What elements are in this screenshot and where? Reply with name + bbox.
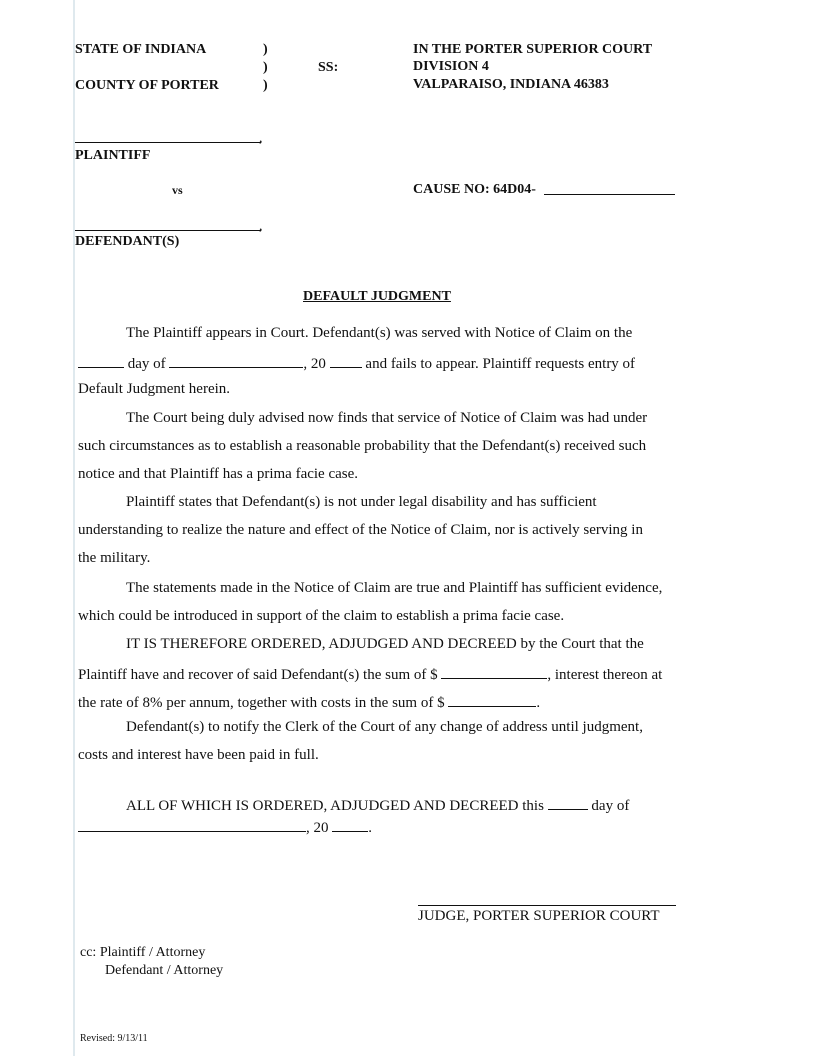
- paren-2: ): [263, 60, 268, 75]
- p3-line-2: understanding to realize the nature and effect of the Notice of Claim, nor is actively serving in: [78, 522, 643, 538]
- costs-amount-blank[interactable]: [448, 692, 536, 707]
- vs-label: vs: [172, 183, 183, 197]
- cc-line-1: cc: Plaintiff / Attorney: [80, 945, 206, 960]
- p7-line-2: [78, 817, 372, 837]
- cc-line-2: Defendant / Attorney: [105, 963, 224, 978]
- order-year-blank[interactable]: [332, 817, 368, 832]
- p4-line-1: The statements made in the Notice of Claim are true and Plaintiff has sufficient evidence,: [126, 580, 663, 596]
- p5-costs-text: the rate of 8% per annum, together with costs in the sum of $: [78, 695, 445, 711]
- paren-3: ): [263, 78, 268, 93]
- p5-line-1: IT IS THEREFORE ORDERED, ADJUDGED AND DECREED by the Court that the: [126, 636, 644, 652]
- day-blank[interactable]: [78, 353, 124, 368]
- court-name: IN THE PORTER SUPERIOR COURT: [413, 42, 653, 57]
- p2-line-3: notice and that Plaintiff has a prima facie case.: [78, 466, 359, 482]
- p6-line-1: Defendant(s) to notify the Clerk of the Court of any change of address until judgment,: [126, 719, 643, 735]
- p1-line-1: The Plaintiff appears in Court. Defendant(s) was served with Notice of Claim on the: [126, 325, 633, 341]
- defendant-label: DEFENDANT(S): [75, 234, 180, 249]
- p7-ordered-text: ALL OF WHICH IS ORDERED, ADJUDGED AND DECREED this: [126, 798, 544, 814]
- revised-date: Revised: 9/13/11: [80, 1033, 148, 1044]
- p6-line-2: costs and interest have been paid in full.: [78, 747, 319, 763]
- state-label: STATE OF INDIANA: [75, 42, 207, 57]
- court-city: VALPARAISO, INDIANA 46383: [413, 77, 609, 92]
- paren-1: ): [263, 42, 268, 57]
- p2-line-1: The Court being duly advised now finds that service of Notice of Claim was had under: [126, 410, 648, 426]
- month-blank[interactable]: [169, 353, 303, 368]
- cause-number-line[interactable]: [544, 194, 675, 195]
- ss-label: SS:: [318, 60, 339, 75]
- year-blank[interactable]: [330, 353, 362, 368]
- cause-number-label: CAUSE NO: 64D04-: [413, 182, 536, 197]
- judge-signature-line[interactable]: [418, 905, 676, 906]
- order-day-blank[interactable]: [548, 795, 588, 810]
- p7-period: .: [368, 820, 372, 836]
- plaintiff-name-line[interactable]: [75, 142, 261, 143]
- division-label: DIVISION 4: [413, 59, 489, 74]
- p7-line-1: [78, 795, 629, 815]
- p7-twenty: , 20: [306, 820, 329, 836]
- p1-line-2: [78, 353, 635, 373]
- plaintiff-label: PLAINTIFF: [75, 148, 151, 163]
- p5-line-3: [78, 692, 540, 712]
- p3-line-1: Plaintiff states that Defendant(s) is not under legal disability and has sufficient: [126, 494, 597, 510]
- defendant-name-line[interactable]: [75, 230, 261, 231]
- document-title: DEFAULT JUDGMENT: [303, 289, 451, 304]
- p1-line-3: Default Judgment herein.: [78, 381, 231, 397]
- p1-day-of: day of: [127, 356, 166, 372]
- p3-line-3: the military.: [78, 550, 151, 566]
- p1-fails: and fails to appear. Plaintiff requests entry of: [365, 356, 636, 372]
- p5-interest: , interest thereon at: [547, 667, 663, 683]
- p5-line-2: [78, 664, 662, 684]
- judge-signature-label: JUDGE, PORTER SUPERIOR COURT: [418, 908, 660, 924]
- p4-line-2: which could be introduced in support of the claim to establish a prima facie case.: [78, 608, 565, 624]
- order-month-blank[interactable]: [78, 817, 306, 832]
- p5-sum-text: Plaintiff have and recover of said Defendant(s) the sum of $: [78, 667, 438, 683]
- sum-amount-blank[interactable]: [441, 664, 547, 679]
- p5-period: .: [536, 695, 541, 711]
- plaintiff-comma: ,: [259, 131, 263, 146]
- p2-line-2: such circumstances as to establish a reasonable probability that the Defendant(s) received such: [78, 438, 647, 454]
- defendant-comma: ,: [259, 219, 263, 234]
- county-label: COUNTY OF PORTER: [75, 78, 219, 93]
- p7-day-of: day of: [591, 798, 630, 814]
- p1-twenty: , 20: [303, 356, 326, 372]
